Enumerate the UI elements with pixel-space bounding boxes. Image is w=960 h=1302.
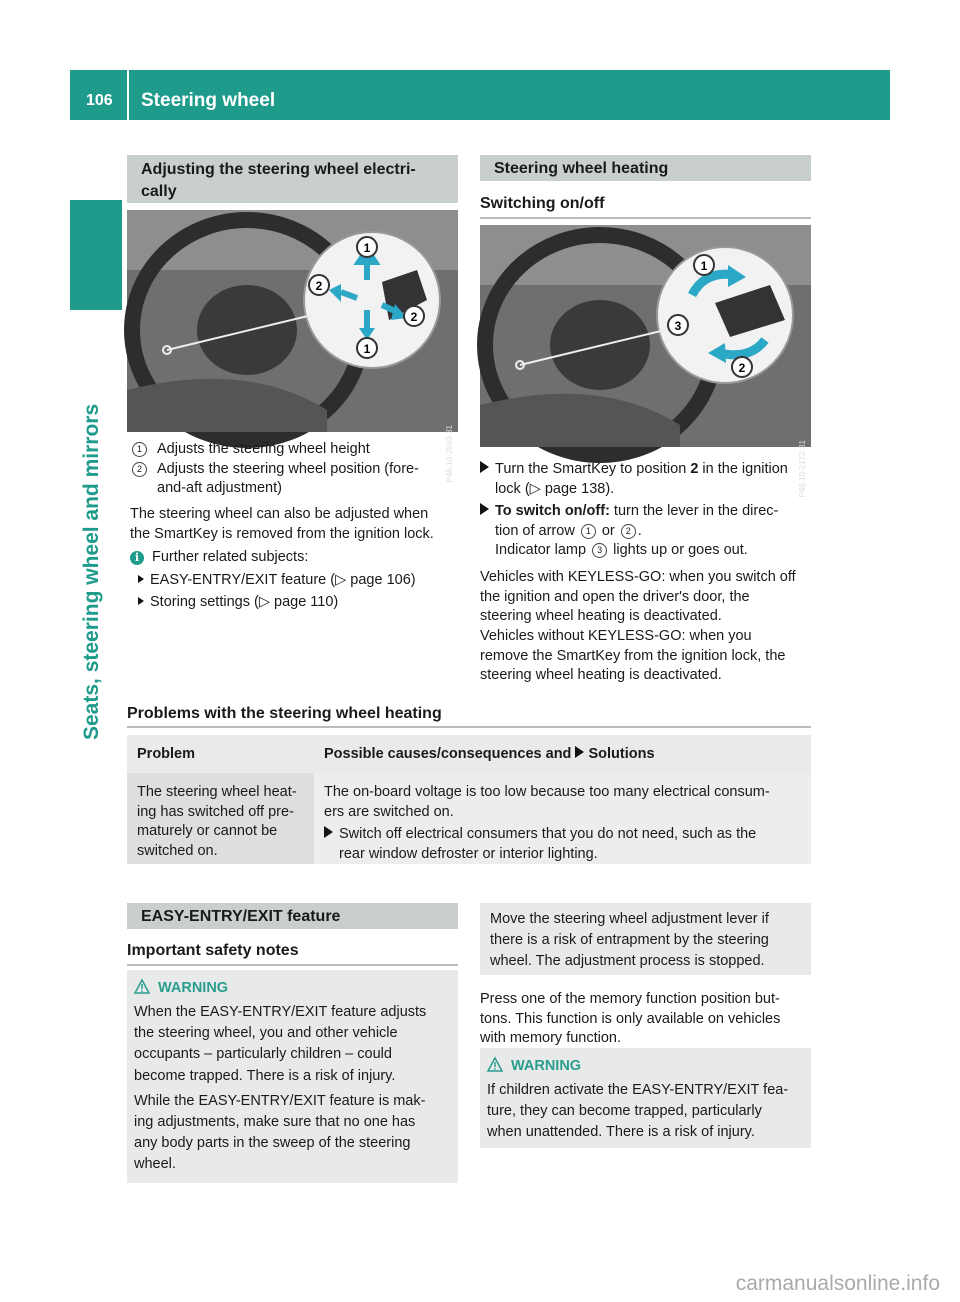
text-line: switched on. (137, 842, 218, 859)
text-line: If children activate the EASY-ENTRY/EXIT fea- (487, 1082, 789, 1099)
step-1-cont[interactable] (480, 480, 815, 500)
keyless-go-paragraph (480, 568, 815, 627)
step-text: Indicator lamp (495, 542, 591, 559)
callout-1: 1 (700, 259, 708, 273)
col-solutions (324, 745, 655, 765)
section-heading-easy-entry: EASY-ENTRY/EXIT feature (127, 903, 458, 929)
text-line: Press one of the memory function position but- (480, 991, 780, 1007)
warning-title (487, 1056, 801, 1077)
legend-text: Adjusts the steering wheel position (fore- (157, 460, 419, 477)
step-text: turn the lever in the direc- (609, 503, 779, 520)
step-text: or (597, 522, 619, 539)
step-text: . (637, 522, 642, 539)
text-line: While the EASY-ENTRY/EXIT feature is mak- (134, 1092, 426, 1109)
page-ref-arrow-icon: ▷ (335, 571, 347, 588)
text-line: wheel. The adjustment process is stopped. (490, 953, 765, 970)
text-line: maturely or cannot be (137, 823, 278, 840)
page-title: Steering wheel (141, 90, 276, 111)
warning-content (127, 970, 458, 1175)
text-line: rear window defroster or interior lighting. (339, 845, 598, 862)
header-text: Possible causes/consequences and (324, 746, 576, 762)
step-label: To switch on/off: (495, 503, 610, 520)
ref-number: 1 (581, 524, 596, 539)
text-line: ture, they can become trapped, particularly (487, 1103, 762, 1120)
warning-continuation-box (480, 903, 811, 975)
page-header (70, 70, 890, 120)
step-1 (480, 460, 815, 480)
cell-text (127, 773, 314, 861)
problems-heading: Problems with the steering wheel heating (127, 703, 811, 728)
warning-box-1 (127, 970, 458, 1183)
text-line: Vehicles with KEYLESS-GO: when you switch off (480, 569, 796, 585)
no-keyless-go-paragraph (480, 627, 815, 686)
link-text: Storing settings ( (150, 594, 259, 611)
cell-text (314, 773, 811, 864)
section-heading-adjusting (127, 155, 458, 203)
memory-function-paragraph (480, 990, 815, 1049)
warning-triangle-icon (487, 1057, 503, 1072)
chapter-label: Seats, steering wheel and mirrors (80, 403, 103, 740)
text-line: there is a risk of entrapment by the steering (490, 932, 769, 949)
text-line: wheel. (134, 1156, 176, 1173)
legend-list (130, 440, 460, 499)
link-page: page 110 (274, 594, 334, 611)
info-icon: i (130, 551, 144, 565)
legend-item (130, 440, 460, 460)
warning-label: WARNING (158, 980, 229, 996)
adjust-paragraph (130, 505, 460, 544)
warning-content (480, 1048, 811, 1144)
callout-2-right: 2 (410, 310, 418, 324)
text-line: become trapped. There is a risk of injury. (134, 1067, 396, 1084)
text-line: When the EASY-ENTRY/EXIT feature adjusts (134, 1004, 427, 1021)
text-line: Move the steering wheel adjustment lever if (490, 911, 769, 927)
table-cell-problem (127, 773, 314, 864)
ref-number: 3 (592, 543, 607, 558)
text-line: when unattended. There is a risk of injury. (487, 1124, 755, 1141)
solution-step (324, 825, 803, 845)
legend-number: 2 (132, 462, 147, 477)
step-arrow-icon (480, 503, 489, 515)
callout-3: 3 (674, 319, 682, 333)
col-problem: Problem (137, 746, 196, 762)
legend-item (130, 460, 460, 480)
text-line: ers are switched on. (324, 803, 454, 820)
related-link-1[interactable] (130, 571, 460, 591)
text-line: Vehicles without KEYLESS-GO: when you (480, 628, 752, 644)
warning-box-2 (480, 1048, 811, 1148)
subheading-switching: Switching on/off (480, 193, 811, 219)
legend-text: and-aft adjustment) (157, 480, 282, 497)
step-arrow-icon (480, 461, 489, 473)
heading-line: cally (141, 182, 177, 200)
link-page: page 106 (350, 571, 411, 588)
warning-label: WARNING (511, 1058, 582, 1074)
callout-2: 2 (738, 361, 746, 375)
legend-number: 1 (132, 442, 147, 457)
step-text: tion of arrow (495, 522, 579, 539)
callout-1-bottom: 1 (363, 342, 371, 356)
text-line: The steering wheel can also be adjusted when (130, 506, 429, 522)
bullet-icon (138, 575, 144, 583)
link-text: ) (410, 571, 416, 588)
heading-line: Adjusting the steering wheel electri- (141, 161, 416, 178)
problems-table (127, 735, 811, 864)
page-ref-arrow-icon: ▷ (258, 594, 270, 611)
solution-arrow-icon (575, 746, 584, 758)
ref-number: 2 (621, 524, 636, 539)
step-text: in the ignition (698, 461, 788, 477)
section-heading-heating: Steering wheel heating (480, 155, 811, 181)
link-text: ) (333, 594, 339, 611)
legend-text: Adjusts the steering wheel height (157, 441, 370, 457)
step-text: Turn the SmartKey to position (495, 461, 691, 477)
figure-code: P46.10-2593-31 (445, 425, 454, 483)
text-line: ing has switched off pre- (137, 803, 294, 820)
header-text: Solutions (588, 746, 655, 762)
text-line: The on-board voltage is too low because too many electrical consum- (324, 784, 770, 800)
link-page: page 138 (544, 480, 606, 497)
box-content (480, 903, 811, 972)
subheading-safety: Important safety notes (127, 940, 458, 966)
step-2-result (480, 541, 815, 561)
text-line: steering wheel heating is deactivated. (480, 608, 722, 625)
heating-steps (480, 460, 815, 561)
table-header-row (127, 735, 811, 773)
info-heading: Further related subjects: (152, 549, 309, 565)
step-text: lights up or goes out. (609, 542, 748, 559)
text-line: any body parts in the sweep of the steering (134, 1135, 411, 1152)
step-text: ). (605, 480, 615, 497)
text-line: remove the SmartKey from the ignition lock, the (480, 647, 786, 664)
page-ref-arrow-icon: ▷ (529, 480, 541, 497)
bullet-icon (138, 597, 144, 605)
page-number: 106 (86, 92, 113, 109)
related-link-2[interactable] (130, 593, 460, 613)
chapter-tab (70, 200, 122, 310)
footer-watermark: carmanualsonline.info (735, 1272, 940, 1295)
text-line: The steering wheel heat- (137, 784, 297, 800)
step-text: lock ( (495, 480, 530, 497)
text-line: occupants – particularly children – could (134, 1046, 392, 1063)
text-line: the ignition and open the driver's door, the (480, 588, 750, 605)
figure-code: P46.10-2172-31 (798, 440, 807, 498)
table-cell-solution (314, 773, 811, 864)
warning-title (134, 978, 448, 999)
text-line: the SmartKey is removed from the ignition lock. (130, 525, 434, 542)
text-line: with memory function. (480, 1030, 622, 1047)
header-divider (127, 70, 129, 120)
text-line: tons. This function is only available on vehicles (480, 1010, 781, 1027)
text-line: the steering wheel, you and other vehicle (134, 1025, 398, 1042)
warning-triangle-icon (134, 979, 150, 994)
step-arrow-icon (324, 826, 333, 838)
info-note (130, 548, 460, 613)
text-line: Switch off electrical consumers that you do not need, such as the (339, 826, 757, 843)
step-text: 2 (690, 461, 699, 477)
step-2-cont (480, 522, 815, 542)
step-2 (480, 502, 815, 522)
link-text: EASY-ENTRY/EXIT feature ( (150, 571, 336, 588)
text-line: steering wheel heating is deactivated. (480, 667, 722, 684)
text-line: ing adjustments, make sure that no one has (134, 1113, 416, 1130)
callout-1-top: 1 (363, 241, 371, 255)
callout-2-left: 2 (315, 279, 323, 293)
